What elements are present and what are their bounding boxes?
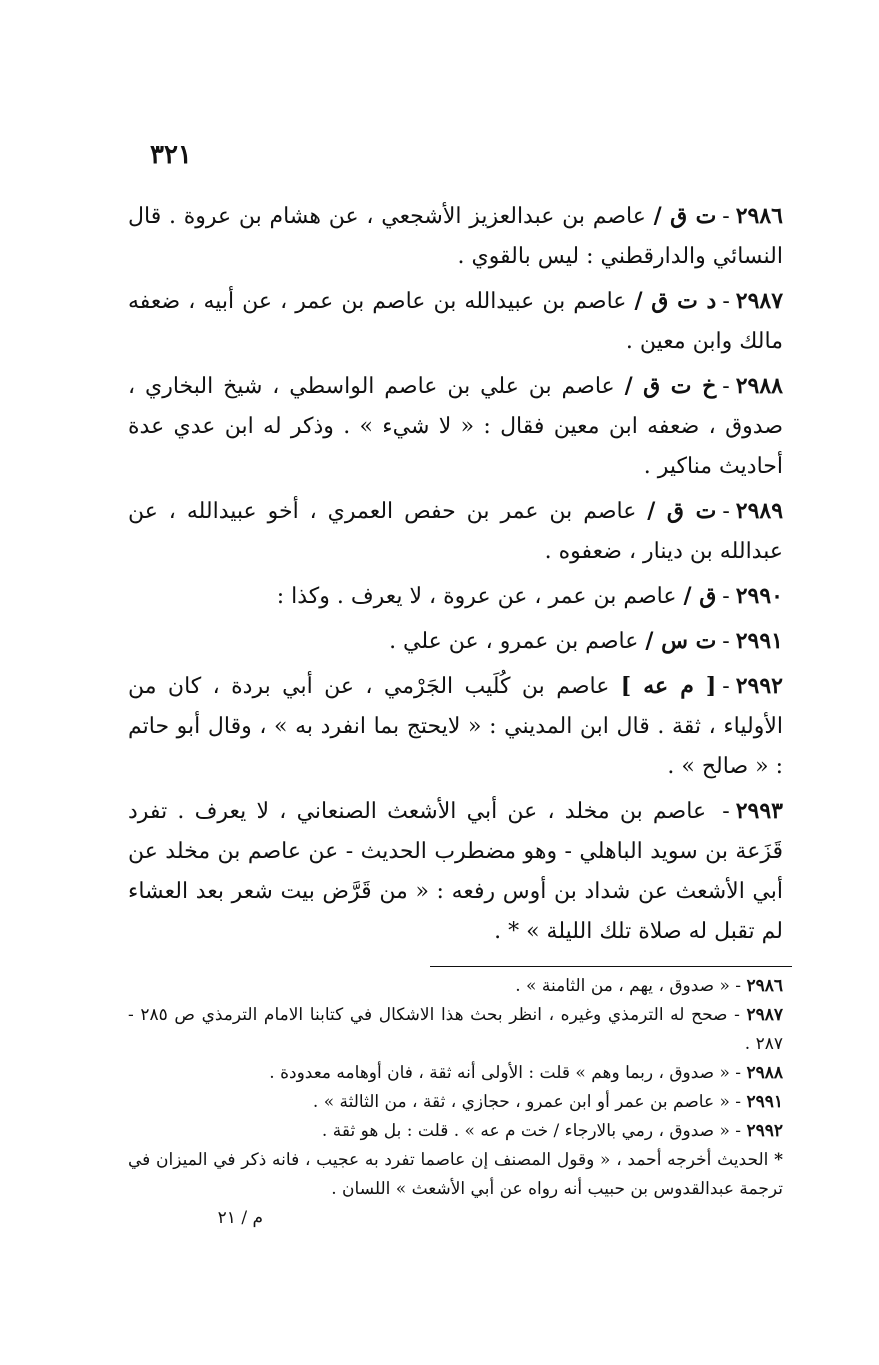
entry-2991: ٢٩٩١-ت س / عاصم بن عمرو ، عن علي . bbox=[389, 628, 783, 654]
entry-text: عاصم بن عمرو ، عن علي . bbox=[389, 629, 639, 654]
entry-number: ٢٩٨٧ bbox=[735, 288, 784, 314]
main-text bbox=[128, 196, 783, 956]
footnote-number: ٢٩٩١ bbox=[746, 1092, 783, 1112]
entry-text: عاصم بن عمر ، عن عروة ، لا يعرف . وكذا : bbox=[276, 584, 677, 609]
footnote-star bbox=[128, 1146, 783, 1204]
entry-2993: ٢٩٩٣- عاصم بن مخلد ، عن أبي الأشعث الصنعاني ، لا يعرف . تفرد قَزَعة بن سويد الباهلي - وهو مضطرب الحديث - عن عاصم بن مخلد عن أبي الأشعث عن شداد بن أوس رفعه : « من قَرَّض بيت شعر بعد العشاء لم تقبل له صلاة تلك الليلة » * . bbox=[128, 798, 783, 944]
footnote-divider bbox=[430, 966, 792, 967]
entry-2990: ٢٩٩٠-ق / عاصم بن عمر ، عن عروة ، لا يعرف . وكذا : bbox=[276, 583, 783, 609]
footnote-2991: ٢٩٩١ - « عاصم بن عمر أو ابن عمرو ، حجازي ، ثقة ، من الثالثة » . bbox=[312, 1092, 783, 1112]
footnote-2986: ٢٩٨٦ - « صدوق ، يهم ، من الثامنة » . bbox=[515, 976, 783, 996]
entry-codes: ت ق / bbox=[647, 498, 717, 524]
footnote-2987: ٢٩٨٧ - صحح له الترمذي وغيره ، انظر بحث هذا الاشكال في كتابنا الامام الترمذي ص ٢٨٥ - ٢٨٧ . bbox=[128, 1005, 783, 1054]
entry-number: ٢٩٩٢ bbox=[735, 673, 783, 699]
entry-text: عاصم بن علي بن عاصم الواسطي ، شيخ البخاري ، صدوق ، ضعفه ابن معين فقال : « لا شيء » . وذكر له ابن عدي عدة أحاديث مناكير . bbox=[128, 374, 783, 479]
entry-text: عاصم بن عبيدالله بن عاصم بن عمر ، عن أبيه ، ضعفه مالك وابن معين . bbox=[128, 289, 783, 354]
entry-text: عاصم بن عبدالعزيز الأشجعي ، عن هشام بن عروة . قال النسائي والدارقطني : ليس بالقوي . bbox=[128, 204, 783, 269]
entry-codes: ت س / bbox=[645, 628, 717, 654]
entry-text: عاصم بن عمر بن حفص العمري ، أخو عبيدالله ، عن عبدالله بن دينار ، ضعفوه . bbox=[128, 499, 783, 564]
footnote-2992: ٢٩٩٢ - « صدوق ، رمي بالارجاء / خت م عه » . قلت : بل هو ثقة . bbox=[321, 1121, 783, 1141]
footnote-marker: * bbox=[774, 1150, 783, 1170]
footnote-text: « عاصم بن عمر أو ابن عمرو ، حجازي ، ثقة ، من الثالثة » . bbox=[312, 1092, 730, 1112]
footnote-number: ٢٩٨٧ bbox=[746, 1005, 783, 1025]
entry-text: عاصم بن مخلد ، عن أبي الأشعث الصنعاني ، لا يعرف . تفرد قَزَعة بن سويد الباهلي - وهو مضطرب الحديث - عن عاصم بن مخلد عن أبي الأشعث عن شداد بن أوس رفعه : « من قَرَّض بيت شعر بعد العشاء لم تقبل له صلاة تلك الليلة » * . bbox=[128, 799, 783, 944]
footnote-number: ٢٩٨٨ bbox=[746, 1063, 783, 1083]
page-number: ٣٢١ bbox=[150, 140, 192, 170]
entry-number: ٢٩٨٦ bbox=[735, 203, 783, 229]
printer-signature: م / ٢١ bbox=[217, 1208, 263, 1228]
entry-codes: ق / bbox=[683, 583, 717, 609]
footnote-text: « صدوق ، رمي بالارجاء / خت م عه » . قلت : بل هو ثقة . bbox=[321, 1121, 730, 1141]
footnote-number: ٢٩٨٦ bbox=[746, 976, 783, 996]
footnote-number: ٢٩٩٢ bbox=[746, 1121, 783, 1141]
entry-2986: ٢٩٨٦-ت ق / عاصم بن عبدالعزيز الأشجعي ، عن هشام بن عروة . قال النسائي والدارقطني : ليس بالقوي . bbox=[128, 203, 783, 269]
footnotes bbox=[128, 972, 783, 1233]
footnote-text: « صدوق ، يهم ، من الثامنة » . bbox=[515, 976, 730, 996]
entry-2988: ٢٩٨٨-خ ت ق / عاصم بن علي بن عاصم الواسطي ، شيخ البخاري ، صدوق ، ضعفه ابن معين فقال : « لا شيء » . وذكر له ابن عدي عدة أحاديث مناكير . bbox=[128, 373, 783, 479]
entry-number: ٢٩٩١ bbox=[735, 628, 783, 654]
entry-text: عاصم بن كُلَيب الجَرْمي ، عن أبي بردة ، كان من الأولياء ، ثقة . قال ابن المديني : « لايحتج بما انفرد به » ، وقال أبو حاتم : « صالح » . bbox=[128, 674, 783, 779]
entry-number: ٢٩٩٣ bbox=[735, 798, 783, 824]
entry-codes: خ ت ق / bbox=[624, 373, 717, 399]
entry-codes: [ م عه ] bbox=[620, 673, 717, 699]
entry-2992: ٢٩٩٢-[ م عه ] عاصم بن كُلَيب الجَرْمي ، عن أبي بردة ، كان من الأولياء ، ثقة . قال ابن المديني : « لايحتج بما انفرد به » ، وقال أبو حاتم : « صالح » . bbox=[128, 673, 783, 779]
footnote-2988: ٢٩٨٨ - « صدوق ، ربما وهم » قلت : الأولى أنه ثقة ، فان أوهامه معدودة . bbox=[269, 1063, 783, 1083]
footnote-text: « صدوق ، ربما وهم » قلت : الأولى أنه ثقة ، فان أوهامه معدودة . bbox=[269, 1063, 730, 1083]
entry-number: ٢٩٩٠ bbox=[735, 583, 783, 609]
entry-2989: ٢٩٨٩-ت ق / عاصم بن عمر بن حفص العمري ، أخو عبيدالله ، عن عبدالله بن دينار ، ضعفوه . bbox=[128, 498, 784, 564]
entry-number: ٢٩٨٩ bbox=[735, 498, 784, 524]
entry-codes: د ت ق / bbox=[634, 288, 717, 314]
footnote-text: الحديث أخرجه أحمد ، « وقول المصنف إن عاصما تفرد به عجيب ، فانه ذكر في الميزان في ترجمة عبدالقدوس بن حبيب أنه رواه عن أبي الأشعث » اللسان . bbox=[128, 1150, 783, 1199]
entry-number: ٢٩٨٨ bbox=[735, 373, 783, 399]
footnote-text: صحح له الترمذي وغيره ، انظر بحث هذا الاشكال في كتابنا الامام الترمذي ص ٢٨٥ - ٢٨٧ . bbox=[128, 1005, 783, 1054]
entry-2987: ٢٩٨٧-د ت ق / عاصم بن عبيدالله بن عاصم بن عمر ، عن أبيه ، ضعفه مالك وابن معين . bbox=[128, 288, 784, 354]
entry-codes: ت ق / bbox=[653, 203, 717, 229]
